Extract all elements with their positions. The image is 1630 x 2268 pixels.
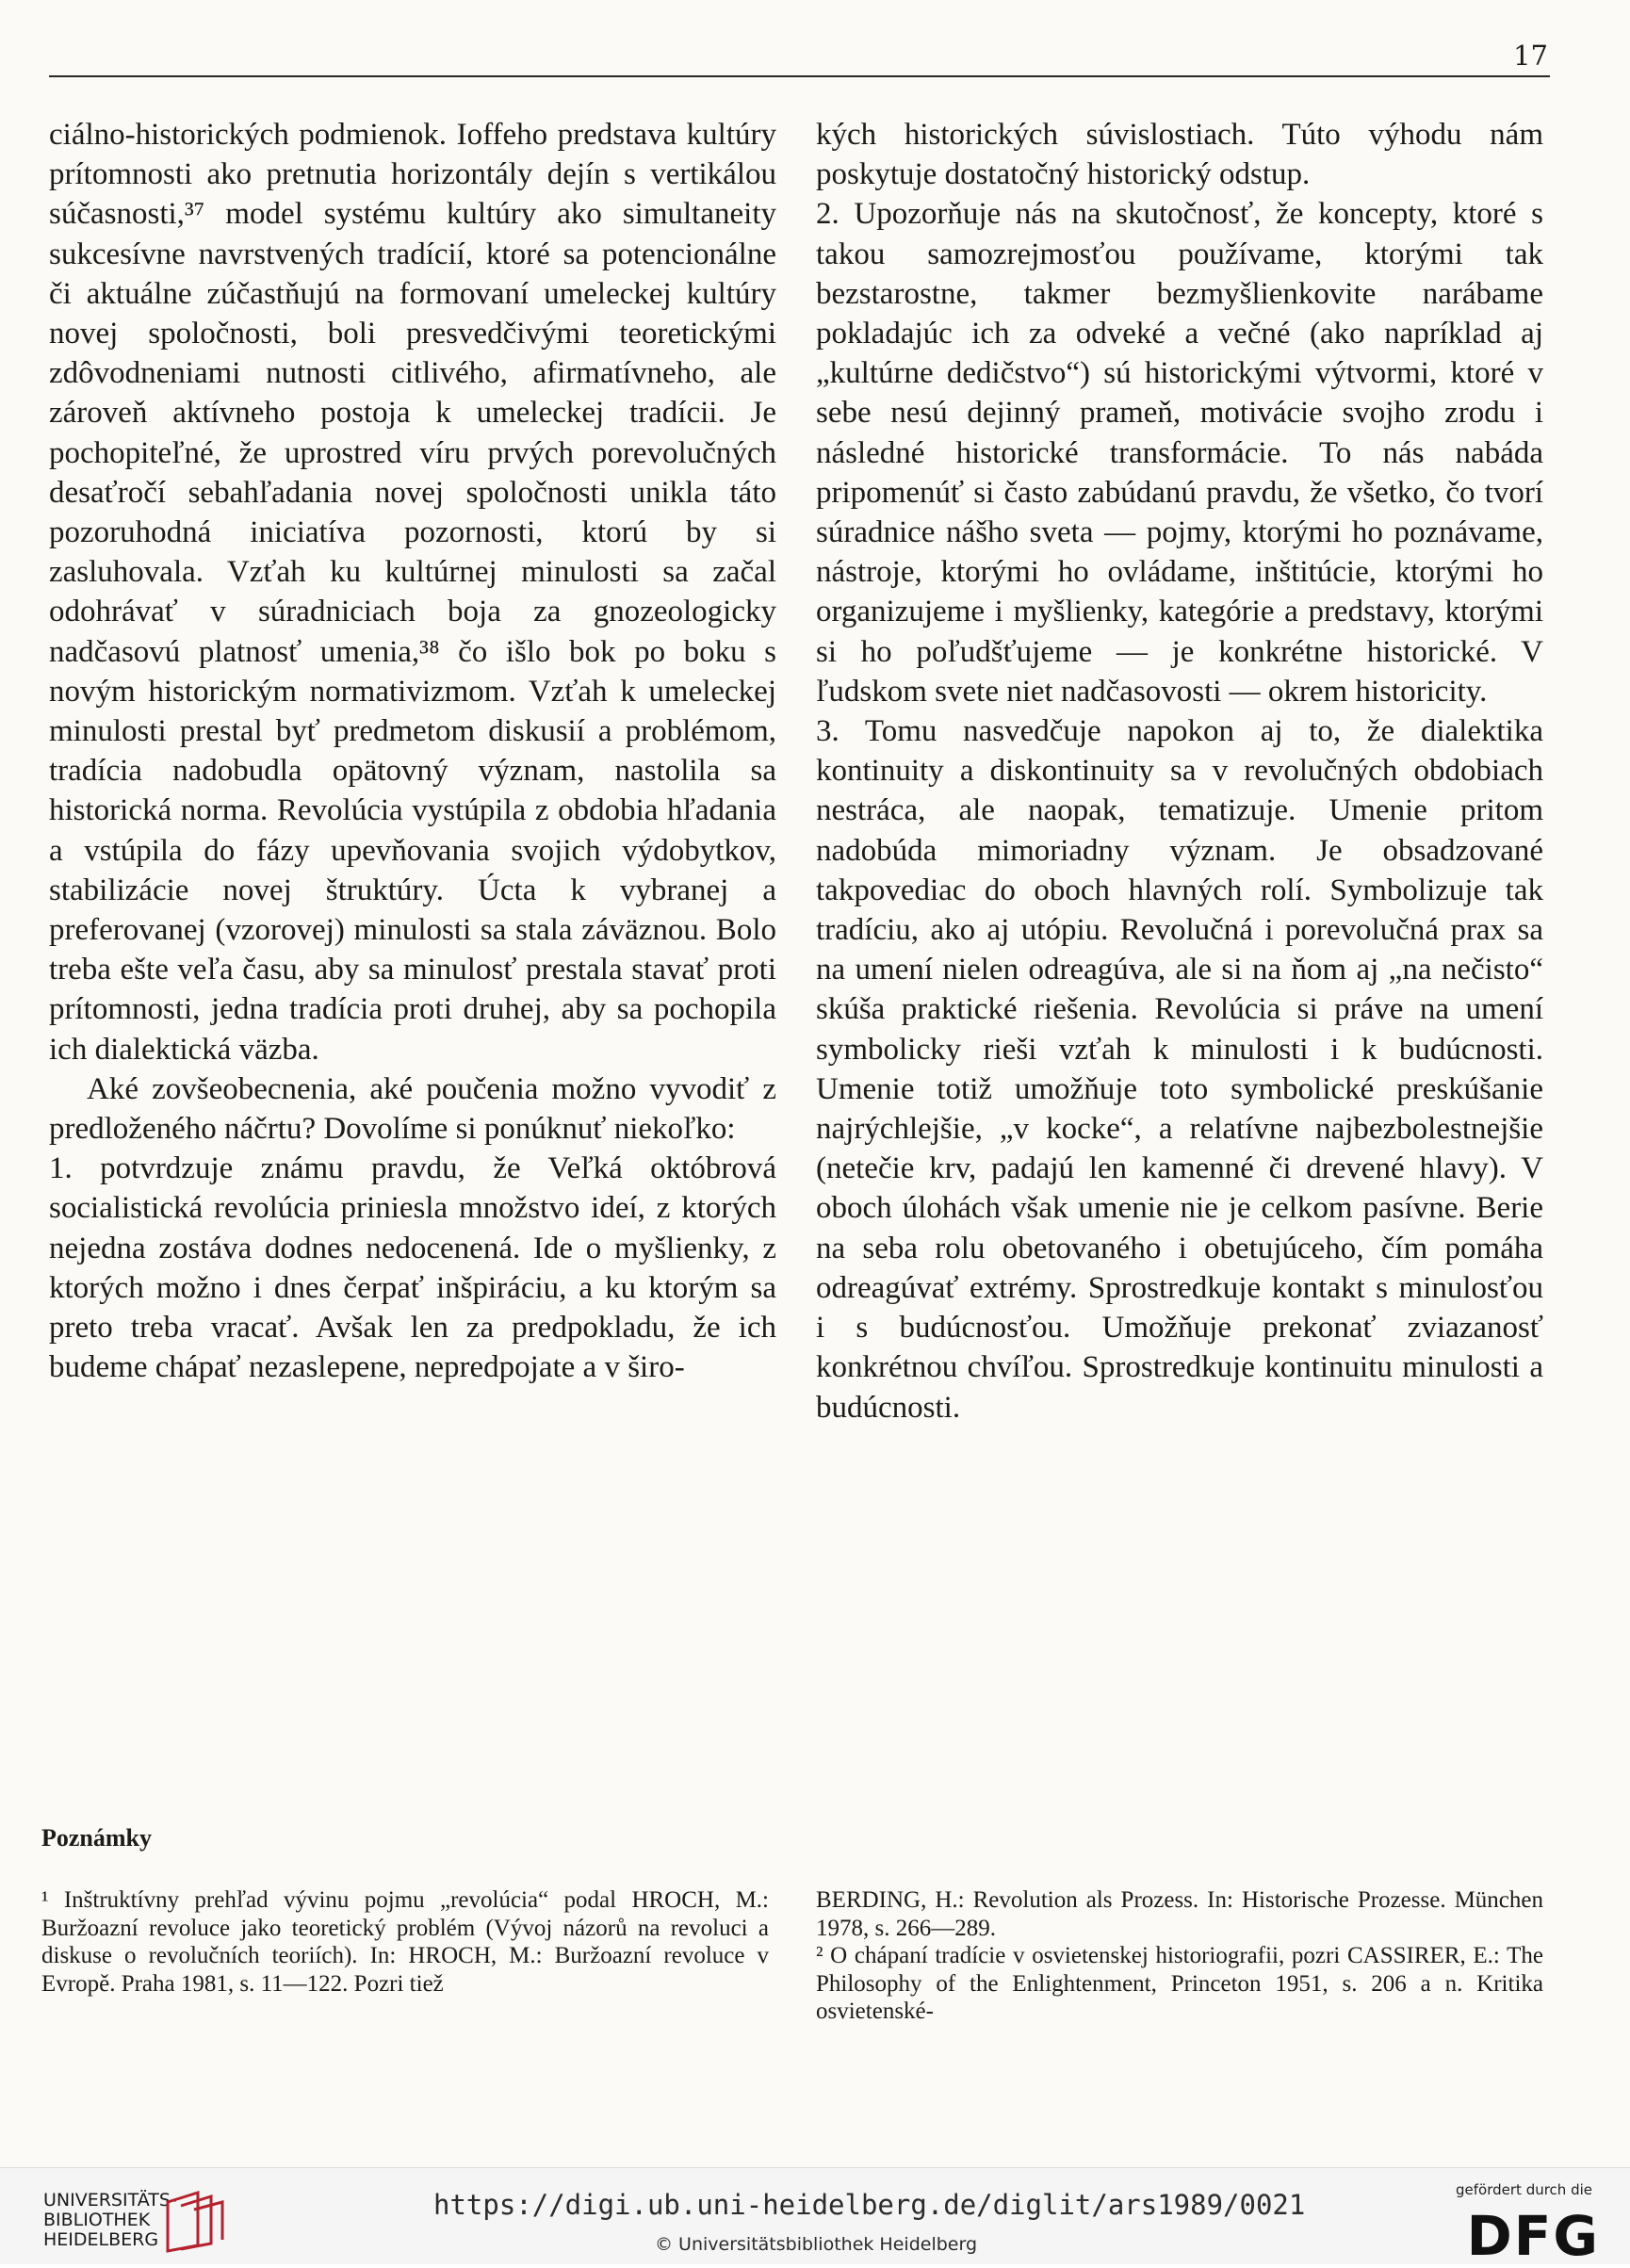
library-logo-text: UNIVERSITÄTS- BIBLIOTHEK HEIDELBERG xyxy=(43,2190,177,2250)
footnotes-right-column xyxy=(816,1886,1543,2026)
library-logo-icon xyxy=(160,2189,226,2253)
footnote: ² O chápaní tradície v osvietenskej historiografii, pozri CASSIRER, E.: The Philosophy of the Enlightenment, Princeton 1951, s. 206 a n. Kritika osvietenské- xyxy=(816,1943,1543,2024)
viewer-footer xyxy=(0,2167,1630,2268)
footnote: BERDING, H.: Revolution als Prozess. In: Historische Prozesse. München 1978, s. 266—289. xyxy=(816,1887,1543,1941)
paragraph: 2. Upozorňuje nás na skutočnosť, že koncepty, ktoré s takou samozrejmosťou používame, ktorými tak bezstarostne, takmer bezmyšlienkovite narábame pokladajúc ich za odveké a večné (ako napríklad aj „kultúrne dedičstvo“) sú historickými výtvormi, ktoré v sebe nesú dejinný prameň, motivácie svojho zrodu i následné historické transformácie. To nás nabáda pripomenúť si často zabúdanú pravdu, že všetko, čo tvorí súradnice nášho sveta — pojmy, ktorými ho poznávame, nástroje, ktorými ho ovládame, inštitúcie, ktorými ho organizujeme i myšlienky, kategórie a predstavy, ktorými si ho poľudšťujeme — je konkrétne historické. V ľudskom svete niet nadčasovosti — okrem historicity. xyxy=(816,197,1543,709)
copyright-notice: © Universitätsbibliothek Heidelberg xyxy=(655,2234,978,2255)
paragraph: Aké zovšeobecnenia, aké poučenia možno vyvodiť z predloženého náčrtu? Dovolíme si ponúknuť niekoľko: xyxy=(49,1071,776,1147)
funding-note: gefördert durch die xyxy=(1456,2181,1592,2198)
right-text-column xyxy=(816,115,1543,1428)
paragraph: 3. Tomu nasvedčuje napokon aj to, že dialektika kontinuity a diskontinuity sa v revolučných obdobiach nestráca, ale naopak, tematizuje. Umenie pritom nadobúda mimoriadny význam. Je obsadzované takpovediac do oboch hlavných rolí. Symbolizuje tak tradíciu, ako aj utópiu. Revolučná i porevolučná prax sa na umení nielen odreagúva, ale si na ňom aj „na nečisto“ skúša praktické riešenia. Revolúcia si práve na umení symbolicky rieši vzťah k minulosti i k budúcnosti. Umenie totiž umožňuje toto symbolické preskúšanie najrýchlejšie, „v kocke“, a relatívne najbezbolestnejšie (netečie krv, padajú len kamenné či drevené hlavy). V oboch úlohách však umenie nie je celkom pasívne. Berie na seba rolu obetovaného i obetujúceho, čím pomáha odreagúvať extrémy. Sprostredkuje kontakt s minulosťou i s budúcnosťou. Umožňuje prekonať zviazanosť konkrétnou chvíľou. Sprostredkuje kontinuitu minulosti a budúcnosti. xyxy=(816,714,1543,1425)
notes-heading: Poznámky xyxy=(41,1824,152,1852)
paragraph: ciálno-historických podmienok. Ioffeho predstava kultúry prítomnosti ako pretnutia horizontály dejín s vertikálou súčasnosti,³⁷ model systému kultúry ako simultaneity sukcesívne navrstvených tradícií, ktoré sa potencionálne či aktuálne zúčastňujú na formovaní umeleckej kultúry novej spoločnosti, boli presvedčivými teoretickými zdôvodneniami nutnosti citlivého, afirmatívneho, ale zároveň aktívneho postoja k umeleckej tradícii. Je pochopiteľné, že uprostred víru prvých porevolučných desaťročí sebahľadania novej spoločnosti unikla táto pozoruhodná iniciatíva pozornosti, ktorú by si zasluhovala. Vzťah ku kultúrnej minulosti sa začal odohrávať v súradniciach boja za gnozeologicky nadčasovú platnosť umenia,³⁸ čo išlo bok po boku s novým historickým normativizmom. Vzťah k umeleckej minulosti prestal byť predmetom diskusií a problémom, tradícia nadobudla opätovný význam, nastolila sa historická norma. Revolúcia vystúpila z obdobia hľadania a vstúpila do fázy upevňovania svojich výdobytkov, stabilizácie novej štruktúry. Úcta k vybranej a preferovanej (vzorovej) minulosti sa stala záväznou. Bolo treba ešte veľa času, aby sa minulosť prestala stavať proti prítomnosti, jedna tradícia proti druhej, aby sa pochopila ich dialektická väzba. xyxy=(49,118,776,1067)
page-permalink[interactable]: https://digi.ub.uni-heidelberg.de/diglit/ars1989/0021 xyxy=(433,2189,1306,2221)
dfg-logo: DFG xyxy=(1466,2204,1600,2268)
footnotes-left-column xyxy=(41,1886,769,1998)
header-rule xyxy=(49,75,1550,77)
page-number: 17 xyxy=(1513,40,1548,72)
paragraph: 1. potvrdzuje známu pravdu, že Veľká októbrová socialistická revolúcia priniesla množstvo ideí, z ktorých nejedna zostáva dodnes nedocenená. Ide o myšlienky, z ktorých možno i dnes čerpať inšpiráciu, a ku ktorým sa preto treba vracať. Avšak len za predpokladu, že ich budeme chápať nezaslepene, nepredpojate a v širo- xyxy=(49,1151,776,1385)
paragraph: kých historických súvislostiach. Túto výhodu nám poskytuje dostatočný historický odstup. xyxy=(816,118,1543,192)
left-text-column xyxy=(49,115,776,1388)
footnote: ¹ Inštruktívny prehľad vývinu pojmu „revolúcia“ podal HROCH, M.: Buržoazní revoluce jako teoretický problém (Vývoj názorů na revoluci a diskuse o revolučních teoriích). In: HROCH, M.: Buržoazní revoluce v Evropě. Praha 1981, s. 11—122. Pozri tiež xyxy=(41,1887,769,1997)
